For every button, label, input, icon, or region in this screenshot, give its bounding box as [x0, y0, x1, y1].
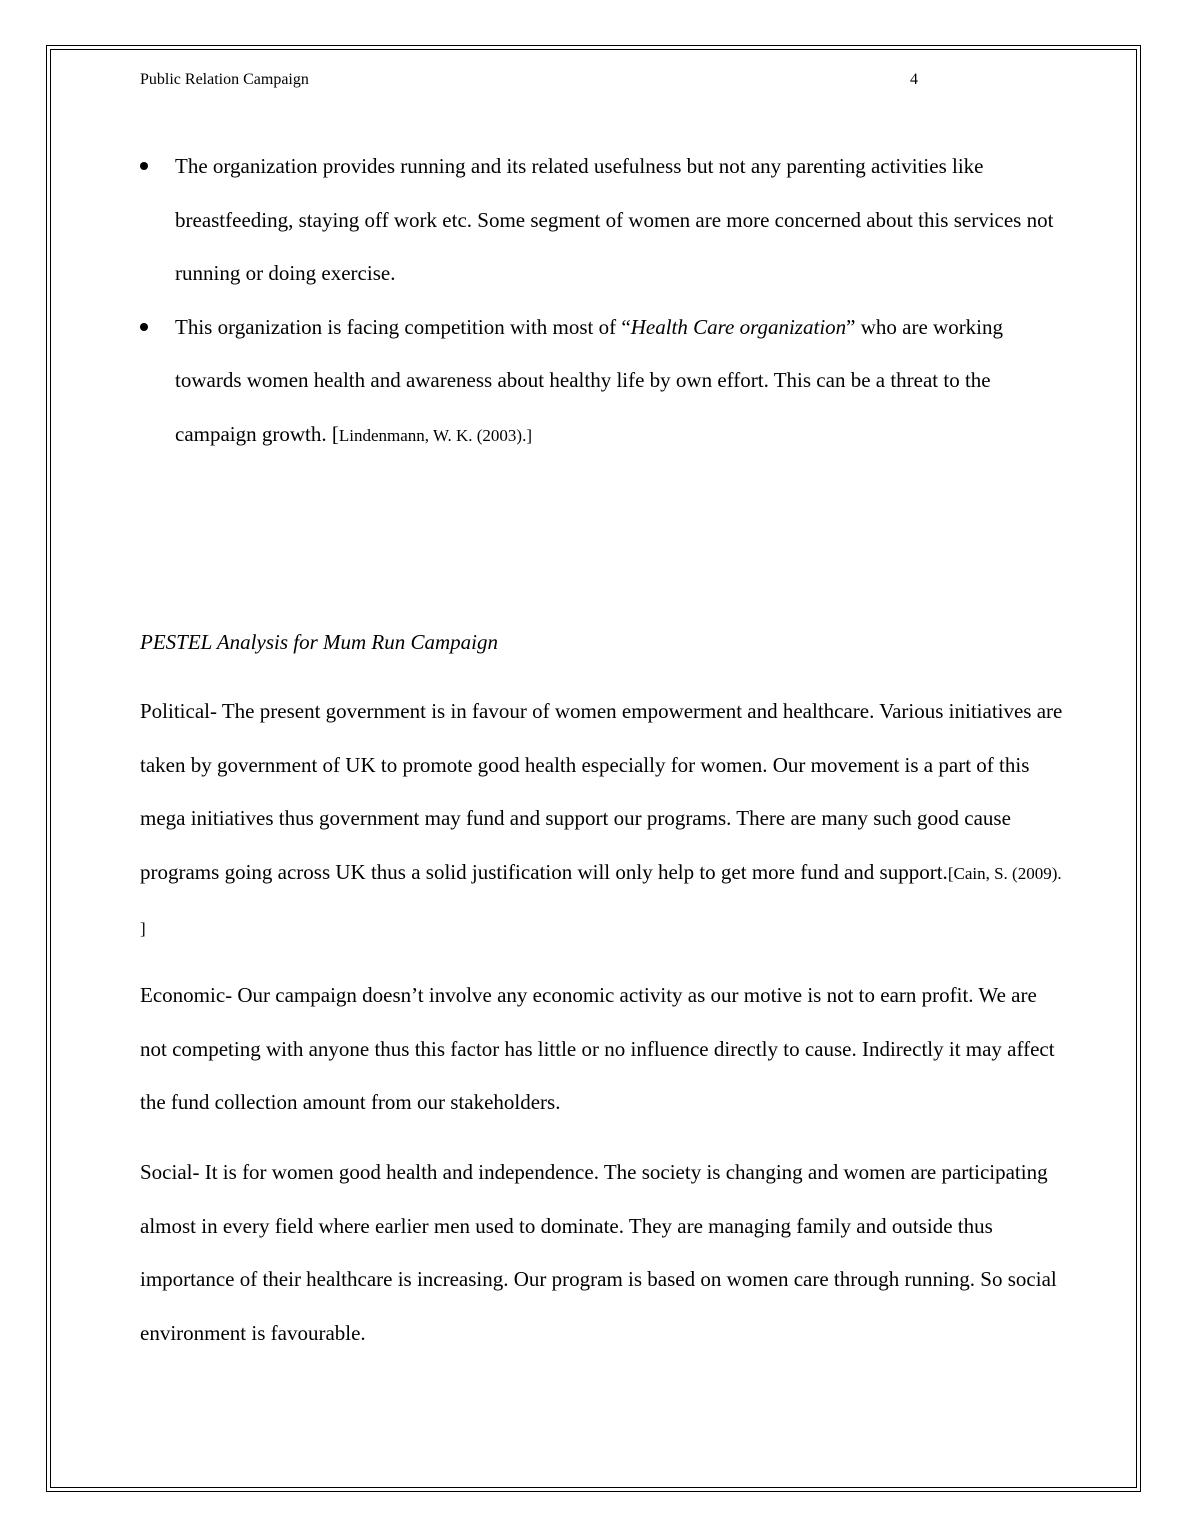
citation: Lindenmann, W. K. (2003).]	[338, 425, 532, 445]
bullet-text: The organization provides running and its related usefulness but not any parenting activities like breastfeeding, staying off work etc. Some segment of women are more concerned about this services not running or doing exercise.	[175, 154, 1054, 285]
bullet-text-before: This organization is facing competition with most of “	[175, 314, 631, 339]
paragraph-political	[140, 685, 1065, 956]
bullet-text-after: ” who are working towards women health and awareness about healthy life by own effort. This can be a threat to the campaign growth. [	[175, 314, 1004, 446]
paragraph-economic	[140, 969, 1065, 1130]
paragraph-text: Economic- Our campaign doesn’t involve any economic activity as our motive is not to earn profit. We are not competing with anyone thus this factor has little or no influence directly to cause. Indirectly it may affect the fund collection amount from our stakeholders.	[140, 983, 1055, 1115]
paragraph-text: Social- It is for women good health and independence. The society is changing and women are participating almost in every field where earlier men used to dominate. They are managing family and outside thus importance of their healthcare is increasing. Our program is based on women care through running. So social environment is favourable.	[140, 1160, 1057, 1346]
bullet-list	[140, 140, 1060, 462]
running-header-title: Public Relation Campaign	[140, 71, 309, 88]
page-number: 4	[910, 71, 918, 88]
citation: [Cain, S. (2009). ]	[140, 864, 1062, 938]
paragraph-social	[140, 1146, 1065, 1361]
paragraph-text: Political- The present government is in favour of women empowerment and healthcare. Various initiatives are taken by government of UK to promote good health especially for women. Our movement is a part of this mega initiatives thus government may fund and support our programs. There are many such good cause programs going across UK thus a solid justification will only help to get more fund and support.	[140, 699, 1063, 885]
section-heading: PESTEL Analysis for Mum Run Campaign	[140, 630, 498, 654]
bullet-dot-icon	[140, 162, 148, 170]
bullet-item-competition	[140, 301, 1060, 463]
bullet-emphasis: Health Care organization	[630, 314, 847, 339]
bullet-item-services	[140, 140, 1060, 301]
bullet-dot-icon	[140, 323, 148, 331]
